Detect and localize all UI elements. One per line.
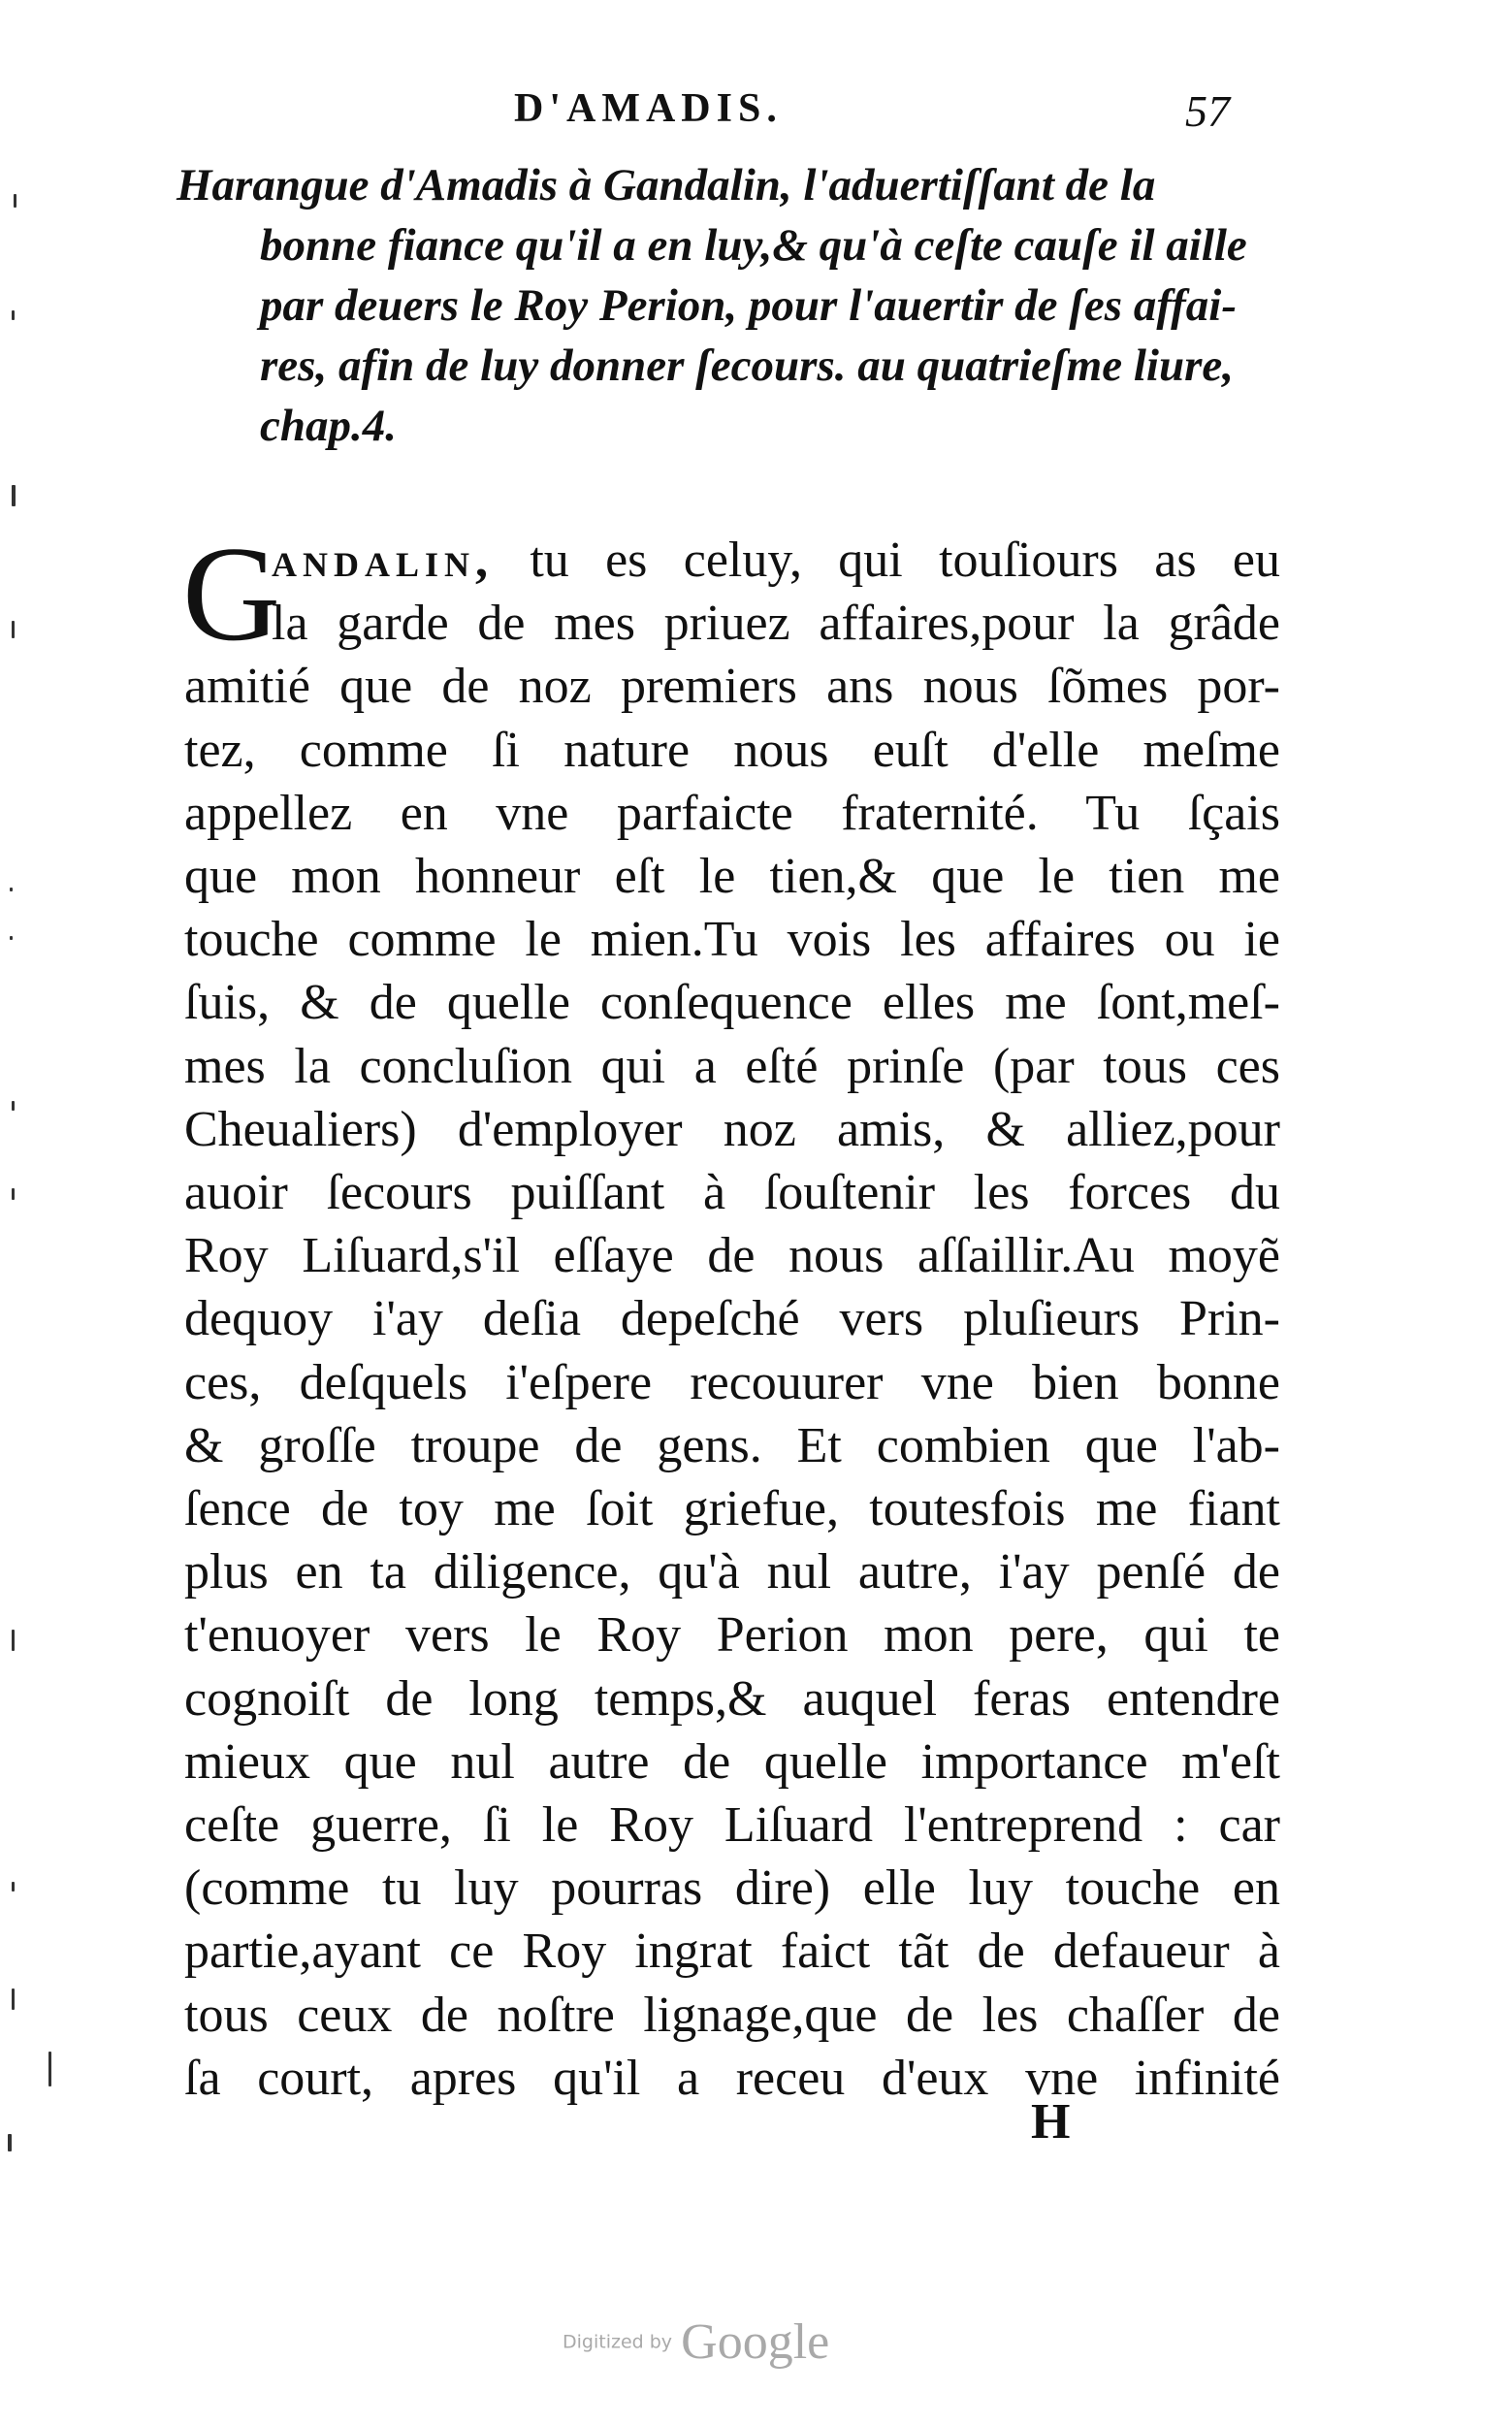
body-line: que mon honneur eſt le tien,& que le tien me	[184, 849, 1280, 905]
argument-line: chap.4.	[260, 401, 397, 451]
body-line: amitié que de noz premiers ans nous ſõmes por-	[184, 659, 1280, 715]
opening-line-rest: tu es celuy, qui touſiours as eu	[494, 533, 1280, 588]
argument-line: res, afin de luy donner ſecours. au quatrieſme liure,	[260, 340, 1235, 391]
running-head: D'AMADIS.	[514, 86, 783, 131]
gutter-speck	[12, 1882, 15, 1892]
gutter-speck	[12, 621, 15, 638]
body-line: ſence de toy me ſoit griefue, toutesfois me fiant	[184, 1481, 1280, 1537]
gutter-speck	[48, 2052, 51, 2086]
body-line: Cheualiers) d'employer noz amis, & alliez,pour	[184, 1101, 1280, 1157]
page-number: 57	[1185, 86, 1230, 136]
opening-word: andalin,	[272, 533, 495, 588]
body-line: ſuis, & de quelle conſequence elles me ſont,meſ-	[184, 975, 1280, 1031]
gutter-speck	[12, 1188, 15, 1200]
body-line: cognoiſt de long temps,& auquel feras entendre	[184, 1670, 1280, 1727]
argument-line: Harangue d'Amadis à Gandalin, l'aduertiſſant de la	[177, 160, 1156, 210]
argument-line: bonne fiance qu'il a en luy,& qu'à ceſte cauſe il aille	[260, 220, 1247, 271]
gutter-speck	[8, 2134, 12, 2151]
body-line: touche comme le mien.Tu vois les affaires ou ie	[184, 912, 1280, 968]
gutter-speck	[12, 1630, 15, 1651]
gutter-speck	[10, 936, 13, 940]
body-line: tez, comme ſi nature nous euſt d'elle meſme	[184, 722, 1280, 778]
body-line: Roy Liſuard,s'il eſſaye de nous aſſaillir.Au moyẽ	[184, 1228, 1280, 1284]
body-line: mes la concluſion qui a eſté prinſe (par tous ces	[184, 1038, 1280, 1094]
body-line: appellez en vne parfaicte fraternité. Tu ſçais	[184, 785, 1280, 841]
body-line: dequoy i'ay deſia depeſché vers pluſieurs Prin-	[184, 1291, 1280, 1347]
chapter-argument	[177, 155, 1272, 456]
argument-line: par deuers le Roy Perion, pour l'auertir de ſes affai-	[260, 280, 1237, 331]
body-line: ces, deſquels i'eſpere recouurer vne bien bonne	[184, 1354, 1280, 1410]
google-logo: Google	[681, 2314, 830, 2370]
body-line: & groſſe troupe de gens. Et combien que l'ab-	[184, 1417, 1280, 1473]
gutter-speck	[14, 194, 16, 208]
body-line: partie,ayant ce Roy ingrat faict tãt de defaueur à	[184, 1924, 1280, 1980]
body-line: (comme tu luy pourras dire) elle luy touche en	[184, 1860, 1280, 1917]
gutter-speck	[12, 1101, 15, 1111]
gutter-speck	[10, 888, 13, 891]
digitized-by-label: Digitized by	[563, 2331, 673, 2353]
body-line: la garde de mes priuez affaires,pour la grâde	[272, 596, 1280, 652]
body-line: plus en ta diligence, qu'à nul autre, i'ay penſé de	[184, 1544, 1280, 1600]
gutter-speck	[12, 310, 15, 320]
body-line: auoir ſecours puiſſant à ſouſtenir les forces du	[184, 1165, 1280, 1221]
body-line: t'enuoyer vers le Roy Perion mon pere, qui te	[184, 1607, 1280, 1664]
body-text	[182, 519, 1280, 2110]
body-line: mieux que nul autre de quelle importance m'eſt	[184, 1733, 1280, 1790]
gutter-speck	[12, 1988, 15, 2010]
body-line: ceſte guerre, ſi le Roy Liſuard l'entreprend : car	[184, 1797, 1280, 1854]
drop-cap-letter: G	[182, 519, 281, 669]
body-line	[184, 529, 1280, 592]
signature-mark: H	[1031, 2094, 1071, 2150]
gutter-speck	[12, 485, 16, 506]
digitization-credit	[563, 2313, 829, 2371]
body-line: tous ceux de noſtre lignage,que de les chaſſer de	[184, 1987, 1280, 2043]
body-line: ſa court, apres qu'il a receu d'eux vne infinité	[184, 2050, 1280, 2106]
